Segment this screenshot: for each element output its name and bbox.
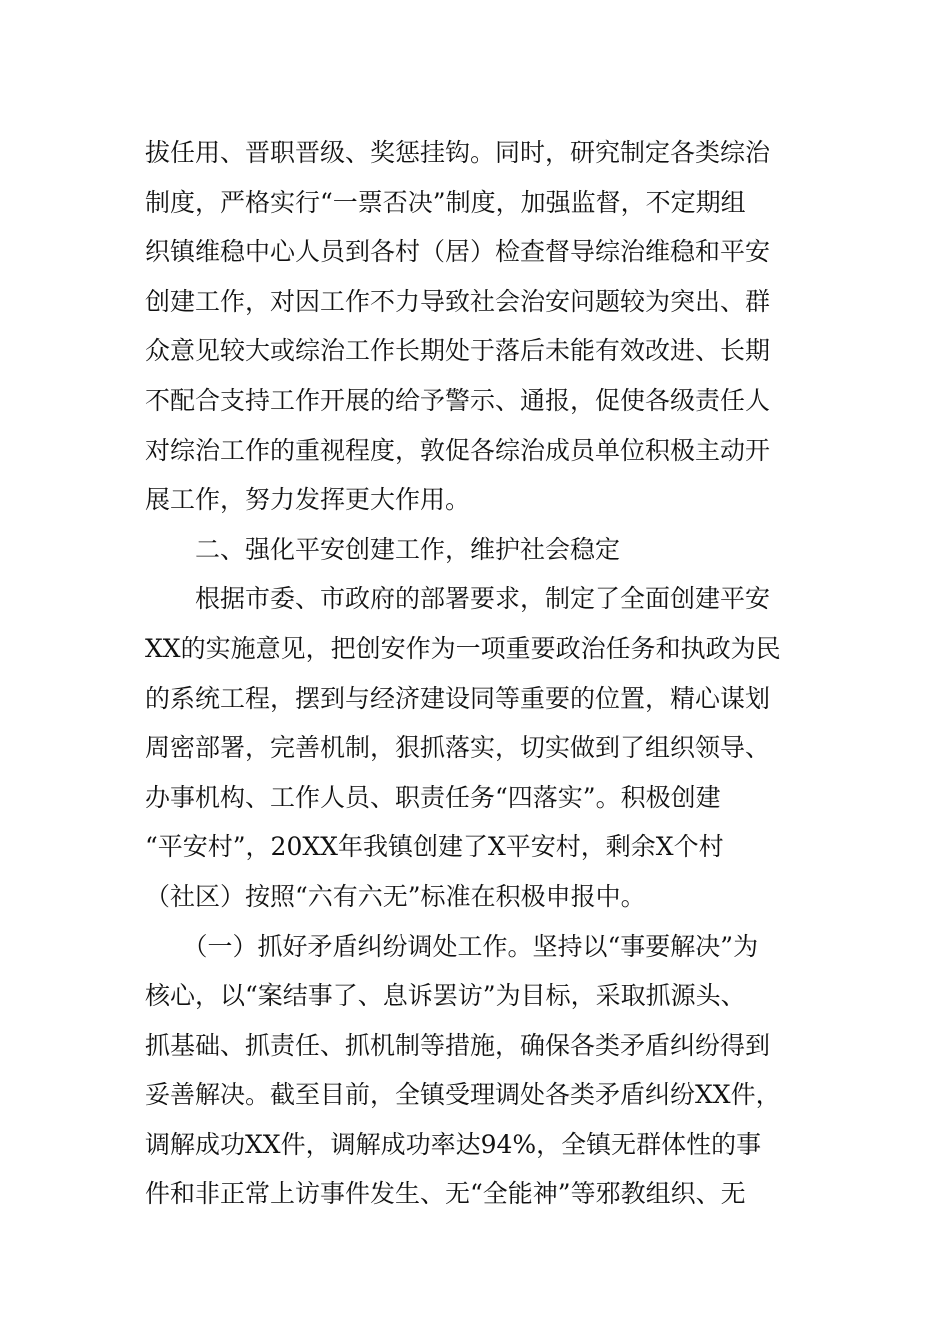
text-line: 抓基础、抓责任、抓机制等措施，确保各类矛盾纠纷得到 [145, 1030, 771, 1060]
section-heading: 二、强化平安创建工作，维护社会稳定 [145, 534, 621, 564]
document-body [145, 128, 810, 1219]
text-line: 调解成功XX件，调解成功率达94%，全镇无群体性的事 [145, 1129, 762, 1159]
text-line: “平安村”，20XX年我镇创建了X平安村，剩余X个村 [145, 832, 724, 862]
text-line: 根据市委、市政府的部署要求，制定了全面创建平安 [145, 584, 771, 614]
text-line: 创建工作，对因工作不力导致社会治安问题较为突出、群 [145, 286, 771, 316]
text-line: 对综治工作的重视程度，敦促各综治成员单位积极主动开 [145, 435, 771, 465]
text-line: （一）抓好矛盾纠纷调处工作。坚持以“事要解决”为 [145, 931, 759, 961]
text-line: 制度，严格实行“一票否决”制度，加强监督，不定期组 [145, 187, 746, 217]
text-line: 众意见较大或综治工作长期处于落后未能有效改进、长期 [145, 336, 771, 366]
text-line: 办事机构、工作人员、职责任务“四落实”。积极创建 [145, 782, 721, 812]
text-line: 拔任用、晋职晋级、奖惩挂钩。同时，研究制定各类综治 [145, 138, 771, 167]
text-line: 件和非正常上访事件发生、无“全能神”等邪教组织、无 [145, 1179, 746, 1209]
text-line: 核心，以“案结事了、息诉罢访”为目标，采取抓源头、 [145, 981, 746, 1011]
text-line: 妥善解决。截至目前，全镇受理调处各类矛盾纠纷XX件， [145, 1080, 781, 1110]
text-line: 的系统工程，摆到与经济建设同等重要的位置，精心谋划 [145, 683, 771, 713]
text-line: （社区）按照“六有六无”标准在积极申报中。 [145, 881, 646, 911]
text-line: 展工作，努力发挥更大作用。 [145, 485, 471, 515]
text-line: 不配合支持工作开展的给予警示、通报，促使各级责任人 [145, 385, 771, 415]
text-line: 周密部署，完善机制，狠抓落实，切实做到了组织领导、 [145, 733, 771, 763]
text-line: 织镇维稳中心人员到各村（居）检查督导综治维稳和平安 [145, 237, 771, 267]
text-line: XX的实施意见，把创安作为一项重要政治任务和执政为民 [145, 633, 781, 663]
